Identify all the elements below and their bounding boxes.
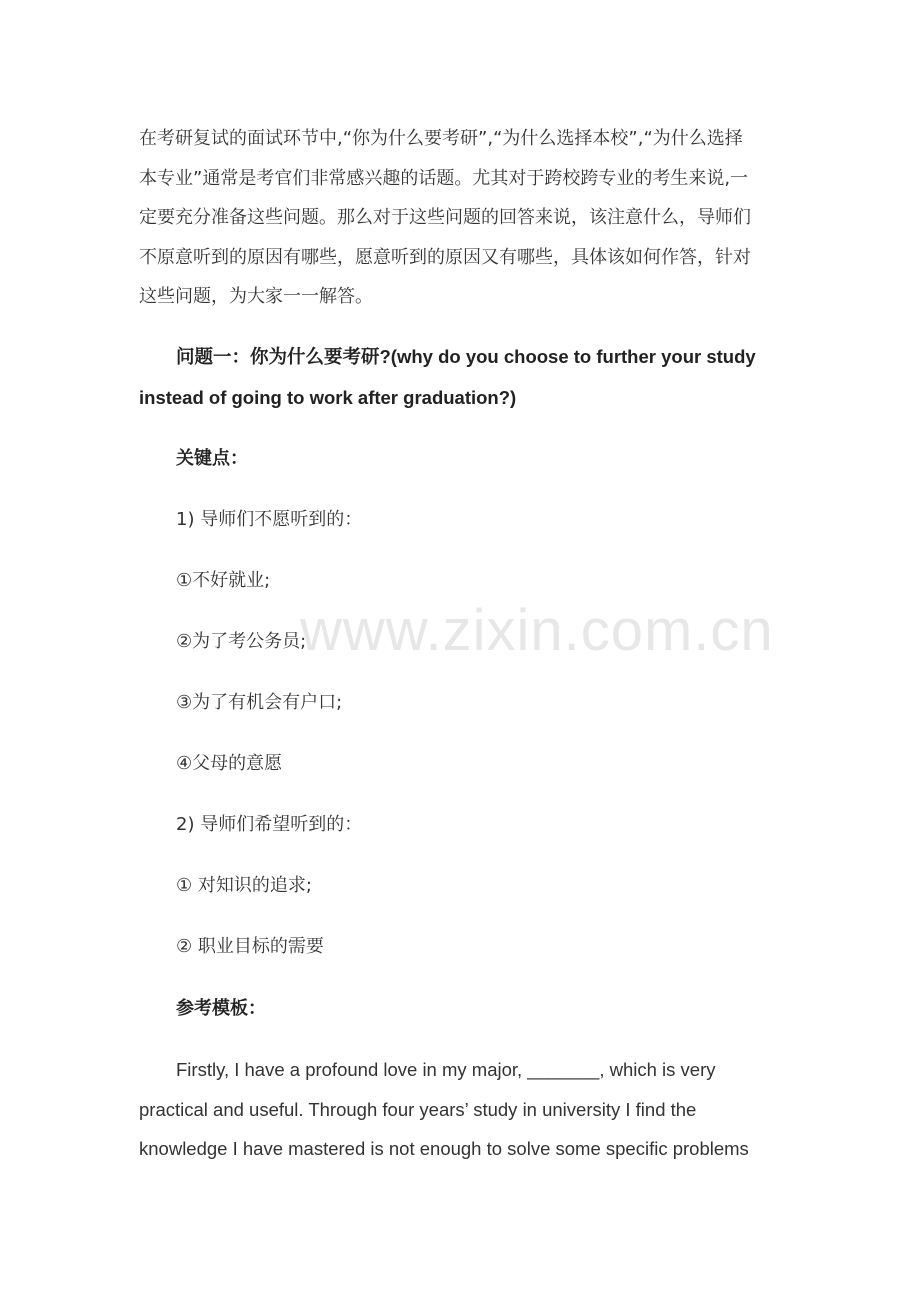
sample-answer-line-1: Firstly, I have a profound love in my major, _______, which is very xyxy=(176,1059,716,1080)
watermark: www.zixin.com.cn xyxy=(300,598,774,663)
sample-answer-line-2: practical and useful. Through four years’ study in university I find the xyxy=(139,1099,697,1120)
key-points-label: 关键点： xyxy=(176,448,248,469)
not-wanted-item: ①不好就业; xyxy=(176,570,271,591)
wanted-item: ① 对知识的追求; xyxy=(176,875,312,896)
intro-line-2: 本专业”通常是考官们非常感兴趣的话题。尤其对于跨校跨专业的考生来说,一 xyxy=(139,168,749,189)
wanted-item: ② 职业目标的需要 xyxy=(176,936,324,957)
sample-answer-line-3: knowledge I have mastered is not enough to solve some specific problems xyxy=(139,1138,749,1159)
not-wanted-item: ②为了考公务员; xyxy=(176,631,307,652)
not-wanted-heading: 1) 导师们不愿听到的： xyxy=(176,509,363,530)
question-title-line-1: 问题一：你为什么要考研?(why do you choose to further your study xyxy=(176,346,756,367)
template-label: 参考模板： xyxy=(176,998,266,1019)
intro-line-5: 这些问题，为大家一一解答。 xyxy=(139,286,373,307)
intro-line-4: 不原意听到的原因有哪些，愿意听到的原因又有哪些，具体该如何作答，针对 xyxy=(139,247,751,268)
not-wanted-item: ③为了有机会有户口; xyxy=(176,692,343,713)
intro-line-3: 定要充分准备这些问题。那么对于这些问题的回答来说，该注意什么，导师们 xyxy=(139,207,751,228)
not-wanted-item: ④父母的意愿 xyxy=(176,753,283,774)
wanted-heading: 2) 导师们希望听到的： xyxy=(176,814,363,835)
intro-line-1: 在考研复试的面试环节中,“你为什么要考研”,“为什么选择本校”,“为什么选择 xyxy=(139,128,743,149)
question-title-line-2: instead of going to work after graduation?) xyxy=(139,387,517,408)
